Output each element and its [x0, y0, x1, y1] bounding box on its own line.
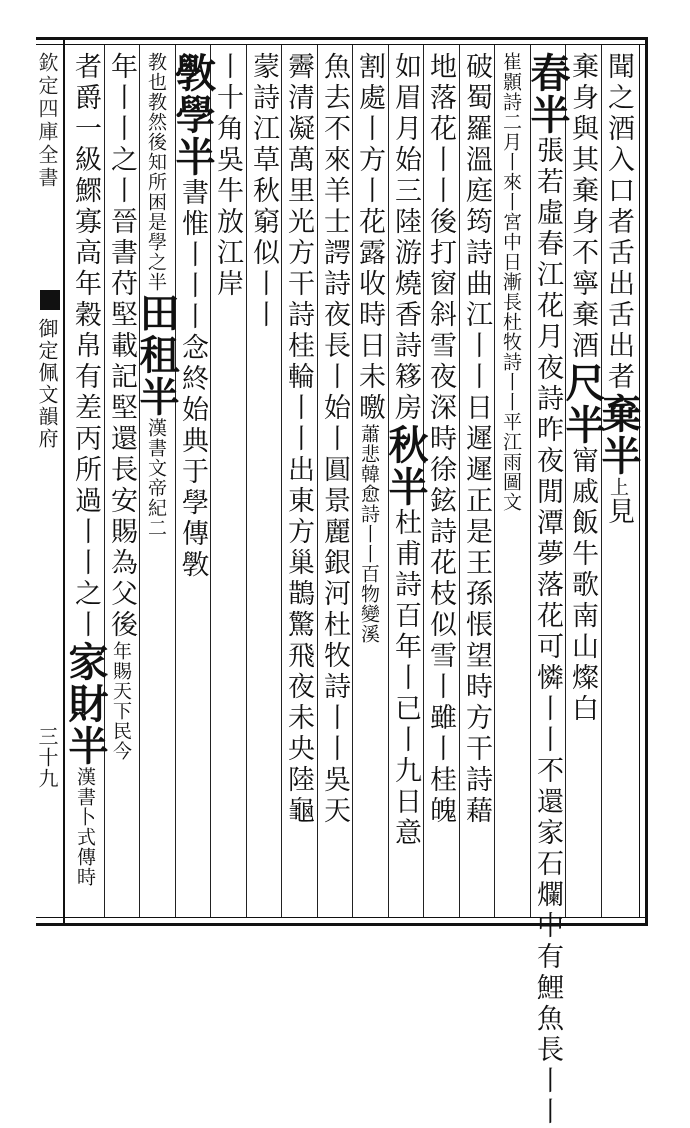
- text-column: [283, 52, 315, 912]
- entry-text: 破蜀羅溫庭筠詩曲江丨丨日遲遲正是王孫悵望時方干詩藉: [461, 52, 492, 827]
- entry-text: 教也教然後知所困是學之半: [145, 52, 167, 292]
- entry-text: 石爛中有鯉魚長丨丨: [532, 849, 563, 1128]
- entry-text: 霽清凝萬里光方干詩桂輪丨丨出東方巢鵲驚飛夜未央陸龜: [283, 52, 314, 827]
- top-border-outer: [36, 37, 648, 40]
- text-column: [559, 52, 606, 912]
- spine-fishtail-mark: [40, 290, 60, 310]
- entry-text: 崔顥詩二月丨來丨宮中日漸長杜牧詩丨丨平江雨圖文: [500, 52, 522, 512]
- entry-text: 地落花丨丨後打窗斜雪夜深時徐鉉詩花枝似雪丨雖丨桂魄: [425, 52, 456, 827]
- entry-text: 蒙詩江草秋窮似丨丨: [248, 52, 279, 331]
- text-column: [354, 52, 386, 912]
- entry-heading: 斆學半: [169, 52, 216, 178]
- entry-text: 割處丨方丨花露收時日未曒: [354, 52, 385, 424]
- text-column: [133, 52, 180, 912]
- spine-book-title: 御定佩文韻府: [35, 318, 59, 450]
- entry-text: 蕭悲韓愈詩丨丨百物變溪: [358, 424, 380, 644]
- entry-heading: 秋半: [382, 424, 429, 508]
- entry-text: 書惟丨丨丨念終始典于學傳斆: [177, 178, 208, 581]
- text-column: [106, 52, 138, 912]
- spine-source-title: 欽定四庫全書: [35, 52, 59, 190]
- text-column: [212, 52, 244, 912]
- right-border-outer: [645, 37, 648, 926]
- text-column: [524, 52, 571, 1128]
- entry-text: 漢書卜式傳時: [74, 767, 96, 887]
- entry-heading: 春半: [524, 52, 571, 136]
- entry-text: 見: [603, 497, 634, 528]
- entry-heading: 田租半: [133, 292, 180, 418]
- text-column: [248, 52, 280, 912]
- entry-text: 年丨丨之丨晉書苻堅載記堅還長安賜為父後: [106, 52, 137, 641]
- top-border-inner: [36, 44, 648, 45]
- entry-text: 杜甫詩百年丨已丨九日意: [390, 508, 421, 849]
- text-column: [169, 52, 216, 912]
- text-column: [62, 52, 109, 912]
- entry-heading: 棄半: [595, 393, 642, 477]
- text-column: [382, 52, 429, 912]
- text-column: [319, 52, 351, 912]
- spine-page-number: 三十九: [35, 726, 59, 789]
- entry-heading: 尺半: [559, 362, 606, 446]
- entry-text: 魚去不來羊士諤詩夜長丨始丨圓景麗銀河杜牧詩丨丨吳天: [319, 52, 350, 827]
- text-column: [425, 52, 457, 912]
- entry-text: 如眉月始三陸游燒香詩簃房: [390, 52, 421, 424]
- entry-text: 上: [607, 477, 629, 497]
- entry-text: 年賜天下民今: [110, 641, 132, 761]
- text-column: [496, 52, 528, 912]
- entry-text: 聞之酒入口者舌出舌出者: [603, 52, 634, 393]
- entry-text: 棄身與其棄身不寧棄酒: [567, 52, 598, 362]
- spine-border: [63, 37, 65, 926]
- entry-text: 張若虛春江花月夜詩昨夜閒潭夢落花可憐丨丨不還家: [532, 136, 563, 849]
- text-column: [461, 52, 493, 912]
- text-column: [595, 52, 642, 912]
- entry-text: 漢書文帝紀二: [145, 418, 167, 538]
- entry-heading: 家財半: [62, 641, 109, 767]
- right-border-inner: [639, 44, 640, 918]
- entry-text: 者爵一級鰥寡高年穀帛有差丙所過丨丨之丨: [70, 52, 101, 641]
- entry-text: 甯戚飯牛歌南山燦白: [567, 446, 598, 725]
- entry-text: 丨十角吳牛放江岸: [212, 52, 243, 300]
